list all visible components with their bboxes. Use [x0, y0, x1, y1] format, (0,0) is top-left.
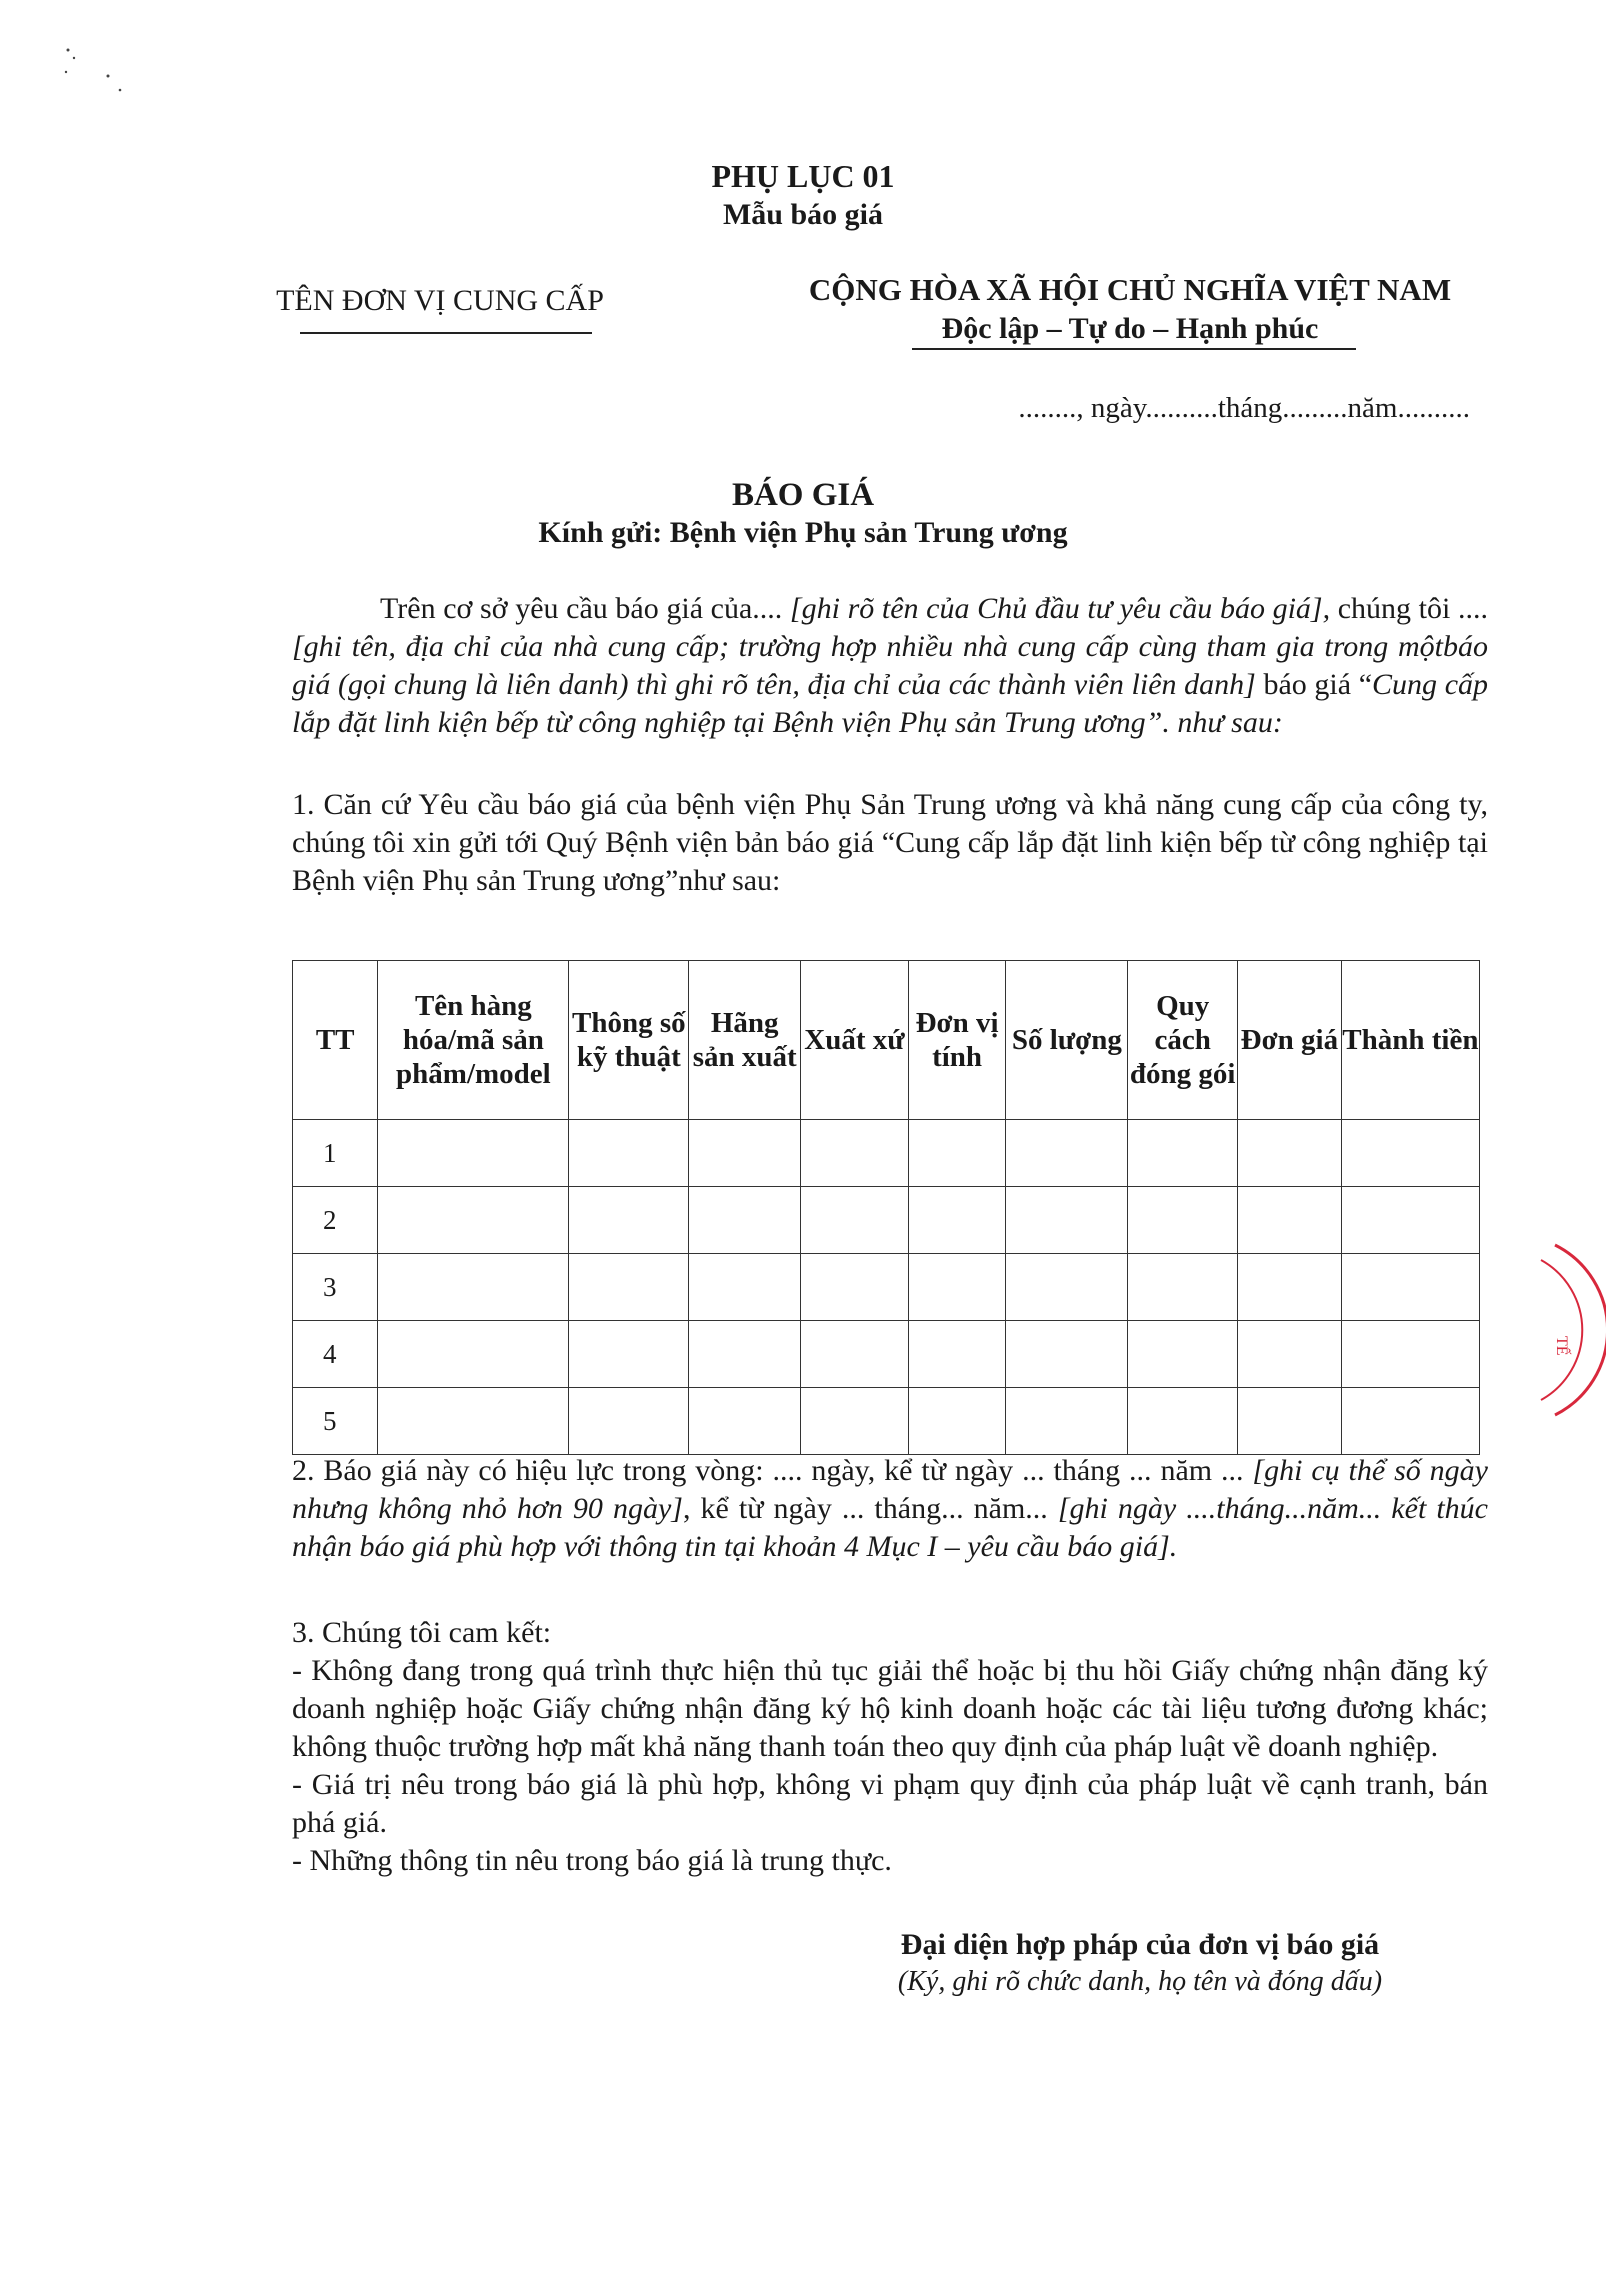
- appendix-title: PHỤ LỤC 01: [711, 158, 895, 194]
- col-header-unit: Đơn vị tính: [908, 961, 1006, 1120]
- validity-days-note: [ghi cụ thể số ngày nhưng không nhỏ hơn 90 ngày]: [292, 1454, 1488, 1525]
- row-number: 5: [293, 1388, 378, 1455]
- table-row: [293, 1321, 1480, 1388]
- stamp-text: TẾ: [1553, 1336, 1570, 1356]
- col-header-total: Thành tiền: [1341, 961, 1479, 1120]
- date-line: ........, ngày..........tháng.........năm..........: [1018, 392, 1470, 424]
- col-header-manufacturer: Hãng sản xuất: [689, 961, 801, 1120]
- row-number: 4: [293, 1321, 378, 1388]
- row-number: 3: [293, 1254, 378, 1321]
- col-header-product: Tên hàng hóa/mã sản phẩm/model: [378, 961, 569, 1120]
- commitments-title: 3. Chúng tôi cam kết:: [292, 1616, 552, 1649]
- validity-lead: 2. Báo giá này có hiệu lực trong vòng: .... ngày, kể từ ngày ... tháng ... năm ...: [292, 1454, 1253, 1487]
- table-header-row: [293, 961, 1480, 1120]
- appendix-subtitle: Mẫu báo giá: [722, 198, 884, 231]
- section-3-commitments: [292, 1614, 1488, 1880]
- section-1-text: 1. Căn cứ Yêu cầu báo giá của bệnh viện Phụ Sản Trung ương và khả năng cung cấp của công ty, chúng tôi xin gửi tới Quý Bệnh viện bản báo giá “Cung cấp lắp đặt linh kiện bếp từ công nghiệp tại Bệnh viện Phụ sản Trung ương”như sau:: [292, 788, 1488, 897]
- col-header-origin: Xuất xứ: [801, 961, 909, 1120]
- intro-quote-for: báo giá “: [1255, 668, 1373, 701]
- document-title: BÁO GIÁ: [731, 477, 875, 513]
- intro-project: Cung cấp lắp đặt linh kiện bếp từ công nghiệp tại Bệnh viện Phụ sản Trung ương”. như sau:: [292, 668, 1489, 739]
- intro-supplier-note: [ghi tên, địa chỉ của nhà cung cấp; trường hợp nhiều nhà cung cấp cùng tham gia trong mộtbáo giá (gọi chung là liên danh) thì ghi rõ tên, địa chỉ của các thành viên liên danh]: [292, 630, 1488, 701]
- row-number: 1: [293, 1120, 378, 1187]
- table-row: [293, 1187, 1480, 1254]
- supplier-underline: [300, 332, 592, 334]
- signature-title: Đại diện hợp pháp của đơn vị báo giá: [900, 1928, 1380, 1961]
- red-stamp-seal: [1535, 1240, 1606, 1420]
- nation-name: CỘNG HÒA XÃ HỘI CHỦ NGHĨA VIỆT NAM: [808, 272, 1452, 307]
- motto-underline: [912, 348, 1356, 350]
- scan-marks: [60, 40, 140, 100]
- quotation-table: [292, 960, 1480, 1455]
- col-header-specs: Thông số kỹ thuật: [569, 961, 689, 1120]
- section-2-text: [292, 1452, 1488, 1566]
- intro-paragraph: [292, 590, 1488, 742]
- validity-mid: , kể từ ngày ... tháng... năm...: [682, 1492, 1058, 1525]
- row-number: 2: [293, 1187, 378, 1254]
- col-header-tt: TT: [293, 961, 378, 1120]
- national-motto: Độc lập – Tự do – Hạnh phúc: [941, 312, 1319, 345]
- supplier-name: TÊN ĐƠN VỊ CUNG CẤP: [276, 284, 604, 317]
- signature-note: (Ký, ghi rõ chức danh, họ tên và đóng dấu): [897, 1966, 1383, 1997]
- validity-end-note: [ghi ngày ....tháng...năm... kết thúc nhận báo giá phù hợp với thông tin tại khoản 4 Mục I – yêu cầu báo giá].: [292, 1492, 1488, 1563]
- table-row: [293, 1254, 1480, 1321]
- intro-lead: Trên cơ sở yêu cầu báo giá của....: [380, 592, 790, 625]
- commitment-item: - Giá trị nêu trong báo giá là phù hợp, không vi phạm quy định của pháp luật về cạnh tranh, bán phá giá.: [292, 1768, 1488, 1839]
- col-header-packaging: Quy cách đóng gói: [1128, 961, 1238, 1120]
- commitment-item: - Những thông tin nêu trong báo giá là trung thực.: [292, 1844, 892, 1877]
- col-header-quantity: Số lượng: [1006, 961, 1128, 1120]
- col-header-unit-price: Đơn giá: [1238, 961, 1342, 1120]
- table-row: [293, 1388, 1480, 1455]
- recipient-line: Kính gửi: Bệnh viện Phụ sản Trung ương: [538, 516, 1068, 549]
- commitment-item: - Không đang trong quá trình thực hiện thủ tục giải thể hoặc bị thu hồi Giấy chứng nhận đăng ký doanh nghiệp hoặc Giấy chứng nhận đăng ký hộ kinh doanh hoặc các tài liệu tương đương khác; không thuộc trường hợp mất khả năng thanh toán theo quy định của pháp luật về doanh nghiệp.: [292, 1654, 1488, 1763]
- table-row: [293, 1120, 1480, 1187]
- intro-owner-note: [ghi rõ tên của Chủ đầu tư yêu cầu báo giá],: [789, 592, 1331, 625]
- intro-we: chúng tôi ....: [1330, 592, 1488, 625]
